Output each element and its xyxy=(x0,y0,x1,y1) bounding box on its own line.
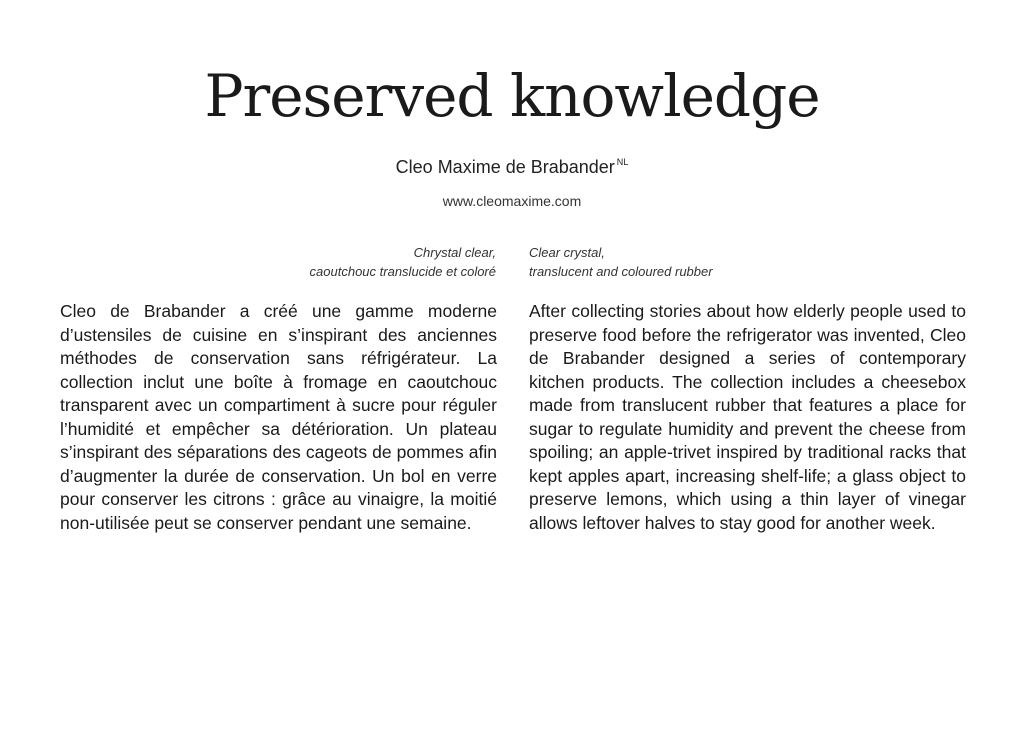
author-name: Cleo Maxime de Brabander xyxy=(395,157,615,177)
materials-french-line1: Chrystal clear, xyxy=(413,245,496,260)
materials-english-line1: Clear crystal, xyxy=(529,245,605,260)
materials-french-line2: caoutchouc translucide et coloré xyxy=(309,264,496,279)
materials-french xyxy=(60,243,496,281)
body-text-english: After collecting stories about how elderly people used to preserve food before the refrigerator was invented, Cleo de Brabander designed a series of contemporary kitchen products. The collection includes a cheesebox made from translucent rubber that features a place for sugar to regulate humidity and prevent the cheese from spoiling; an apple-trivet inspired by traditional racks that kept apples apart, increasing shelf-life; a glass object to preserve lemons, which using a thin layer of vinegar allows leftover halves to stay good for another week. xyxy=(529,301,966,533)
website-link[interactable]: www.cleomaxime.com xyxy=(442,193,582,209)
body-text-french: Cleo de Brabander a créé une gamme moderne d’ustensiles de cuisine en s’inspirant des anciennes méthodes de conservation sans réfrigérateur. La collection inclut une boîte à fromage en caoutchouc transparent avec un compartiment à sucre pour réguler l’humidité et empêcher sa détérioration. Un plateau s’inspirant des séparations des cageots de pommes afin d’augmenter la durée de conservation. Un bol en verre pour conserver les citrons : grâce au vinaigre, la moitié non-utilisée peut se conserver pendant une semaine. xyxy=(60,301,497,533)
materials-english-line2: translucent and coloured rubber xyxy=(529,264,713,279)
author-country: NL xyxy=(616,157,629,167)
page-title: Preserved knowledge xyxy=(204,62,820,130)
author-line xyxy=(0,157,1024,178)
materials-english xyxy=(529,243,965,281)
